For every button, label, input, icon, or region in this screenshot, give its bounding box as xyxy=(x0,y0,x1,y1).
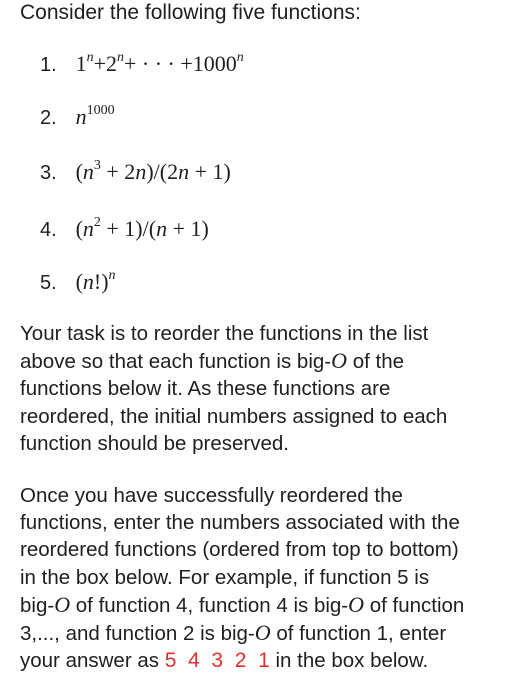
paragraph-line: reordered, the initial numbers assigned to each xyxy=(20,404,448,428)
intro-text: Consider the following five functions: xyxy=(20,1,361,24)
function-item-3 xyxy=(40,158,231,187)
function-item-5 xyxy=(40,268,116,297)
function-number: 4. xyxy=(40,219,57,241)
paragraph-line: above so that each function is big-O of the xyxy=(20,348,405,374)
function-number: 2. xyxy=(40,107,57,129)
instructions-paragraph xyxy=(20,482,520,674)
function-expression: $(n^2 + 1)/(n + 1)$ xyxy=(75,215,209,241)
function-number: 1. xyxy=(40,54,57,76)
paragraph-line: Your task is to reorder the functions in the list xyxy=(20,322,429,345)
paragraph-line: function should be preserved. xyxy=(20,431,289,455)
example-answer: 5 4 3 2 1 xyxy=(164,649,270,673)
paragraph-line: Once you have successfully reordered the xyxy=(20,484,403,507)
function-expression: $(n!)^n$ xyxy=(75,268,116,294)
paragraph-line: big-O of function 4, function 4 is big-O of function xyxy=(20,591,465,617)
function-expression: $n^{1000}$ xyxy=(75,103,115,129)
paragraph-line: reordered functions (ordered from top to bottom) xyxy=(20,538,459,562)
function-item-1 xyxy=(40,50,244,79)
function-item-2 xyxy=(40,103,115,132)
function-number: 3. xyxy=(40,162,57,184)
function-expression: $(n^3 + 2n)/(2n + 1)$ xyxy=(75,158,231,184)
function-item-4 xyxy=(40,215,209,244)
paragraph-line: functions below it. As these functions are xyxy=(20,377,391,401)
function-number: 5. xyxy=(40,272,57,294)
paragraph-line: 3,..., and function 2 is big-O of function 1, enter xyxy=(20,620,447,646)
paragraph-line: functions, enter the numbers associated with the xyxy=(20,511,460,535)
task-paragraph xyxy=(20,320,520,457)
paragraph-line: your answer as 5 4 3 2 1 in the box below. xyxy=(20,649,429,673)
paragraph-line: in the box below. For example, if function 5 is xyxy=(20,565,430,589)
function-expression: $1^n+2^n+$ · · · $+1000^n$ xyxy=(75,50,244,76)
